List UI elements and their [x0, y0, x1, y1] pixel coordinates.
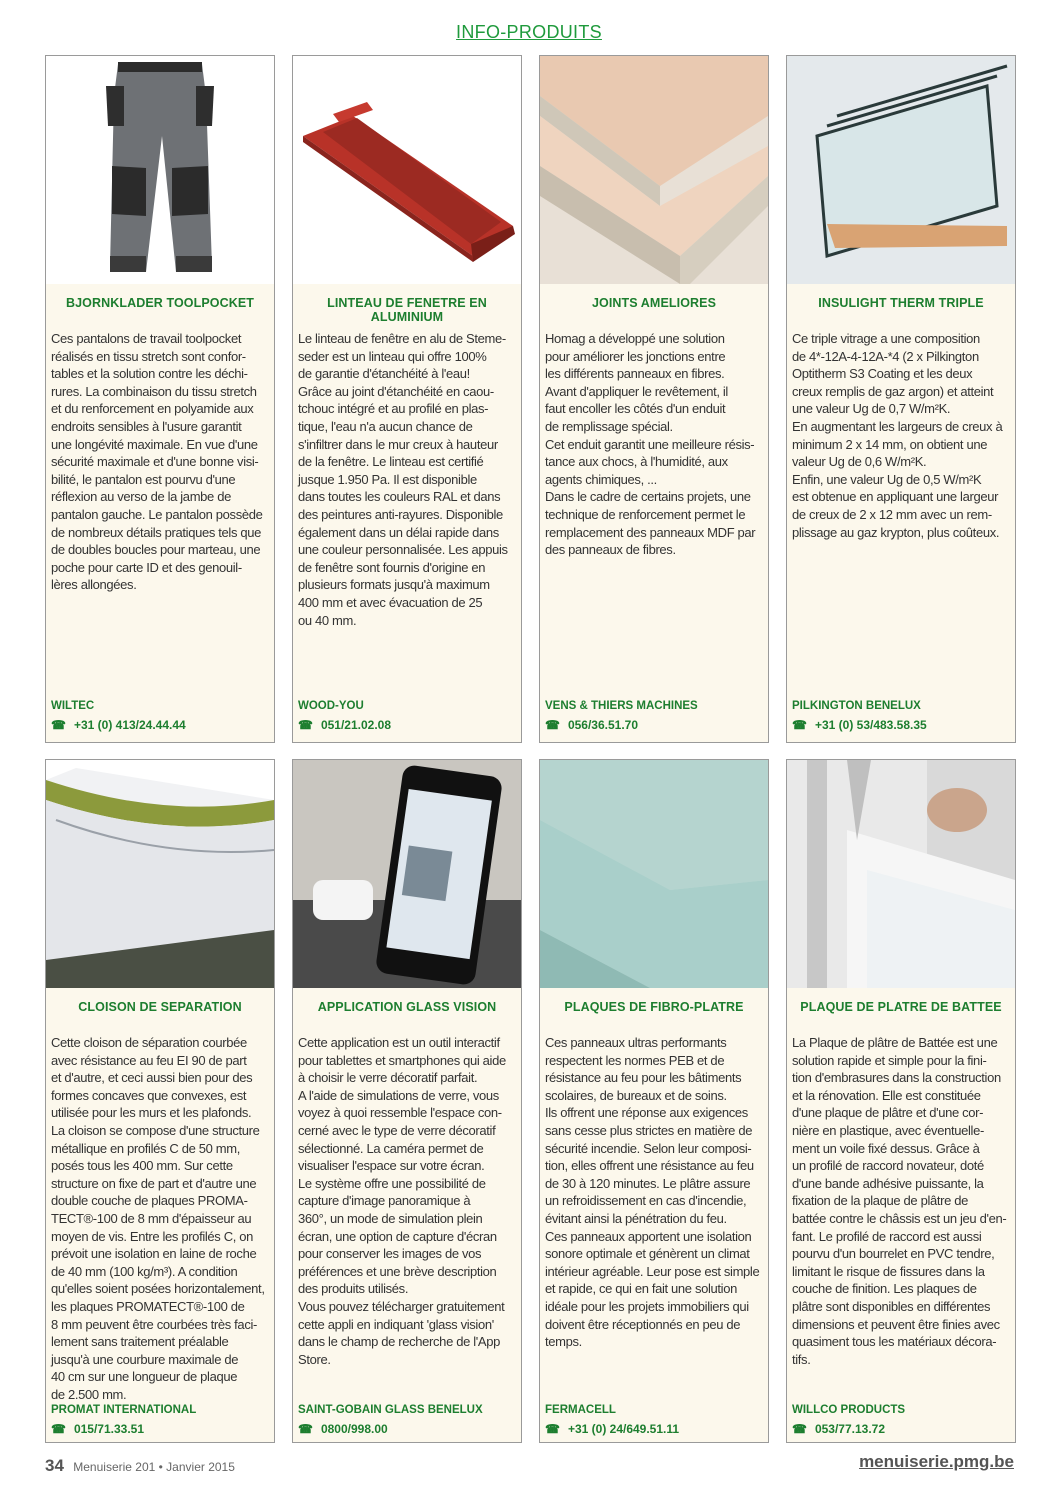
company-name: PILKINGTON BENELUX	[792, 700, 921, 712]
phone-value: +31 (0) 413/24.44.44	[73, 718, 186, 732]
phone-icon: ☎	[792, 718, 807, 732]
product-description: Ce triple vitrage a une composition de 4*-12A-4-12A-*4 (2 x Pilkington Optitherm S3 Coating et les deux creux remplis de gaz argon) et atteint une valeur Ug de 0,7 W/m²K. En augmentant les largeurs de creux à minimum 2 x 14 mm, on obtient une valeur Ug de 0,6 W/m²K. Enfin, une valeur Ug de 0,5 W/m²K est obtenue en appliquant une largeur de creux de 2 x 12 mm avec un rem- plissage au gaz krypton, plus coûteux.	[792, 331, 1003, 540]
product-card-glass-vision	[292, 759, 522, 1443]
product-card-bjornklader	[45, 55, 275, 743]
company-name: PROMAT INTERNATIONAL	[51, 1404, 197, 1416]
product-card-linteau	[292, 55, 522, 743]
phone-number	[792, 718, 927, 732]
product-card-joints	[539, 55, 769, 743]
phone-number	[545, 1422, 679, 1436]
product-title: CLOISON DE SEPARATION	[78, 1000, 242, 1014]
phone-value: 056/36.51.70	[567, 718, 639, 732]
product-description: Ces pantalons de travail toolpocket réalisés en tissu stretch sont confor- tables et la solution contre les déchi- rures. La combinaison du tissu stretch et du renforcement en polyamide aux endroits sensibles à l'usure garantit une longévité maximale. En vue d'une sécurité maximale et d'une bonne visi- bilité, le pantalon est pourvu d'une réflexion au verso de la jambe de pantalon gauche. Le pantalon possède de nombreux détails pratiques tels que de doubles boucles pour marteau, une poche pour carte ID et des genouil- lères allongées.	[51, 331, 263, 593]
product-title: BJORNKLADER TOOLPOCKET	[65, 296, 255, 310]
product-title: INSULIGHT THERM TRIPLE	[818, 296, 984, 310]
phone-number	[51, 1422, 144, 1436]
product-card-cloison	[45, 759, 275, 1443]
product-description: La Plaque de plâtre de Battée est une solution rapide et simple pour la fini- tion d'embrasures dans la construction et la rénovation. Elle est constituée d'une plaque de plâtre et d'une cor- nière en plastique, avec éventuelle- ment un voile fixé dessus. Grâce à un profilé de raccord novateur, doté d'une bande adhésive puissante, la fixation de la plaque de plâtre de battée contre le châssis est un jeu d'en- fant. Le profilé de raccord est aussi pourvu d'un bourrelet en PVC tendre, limitant le risque de fissures dans la couche de finition. Les plaques de plâtre sont disponibles en différentes dimensions et peuvent être finies avec quasiment tous les matériaux décora- tifs.	[792, 1035, 1007, 1367]
website-link[interactable]: menuiserie.pmg.be	[859, 1452, 1014, 1471]
phone-icon: ☎	[51, 718, 66, 732]
page-footer	[45, 1456, 235, 1476]
phone-value: 0800/998.00	[320, 1422, 388, 1436]
smartphone-app-image	[293, 760, 521, 988]
product-card-insulight	[786, 55, 1016, 743]
company-name: FERMACELL	[545, 1404, 616, 1416]
product-description: Cette cloison de séparation courbée avec résistance au feu EI 90 de part et d'autre, et ceci aussi bien pour des formes concaves que convexes, est utilisée pour les murs et les plafonds. La cloison se compose d'une structure métallique en profilés C de 50 mm, posés tous les 400 mm. Sur cette structure on fixe de part et d'autre une double couche de plaques PROMA- TECT®-100 de 8 mm d'épaisseur au moyen de vis. Entre les profilés C, on prévoit une isolation en laine de roche de 40 mm (100 kg/m³). A condition qu'elles soient posées horizontalement, les plaques PROMATECT®-100 de 8 mm peuvent être courbées très faci- lement sans traitement préalable jusqu'à une courbure maximale de 40 cm sur une longueur de plaque de 2.500 mm.	[51, 1035, 265, 1402]
phone-value: 053/77.13.72	[814, 1422, 886, 1436]
window-lintel-image	[293, 56, 521, 284]
phone-number	[298, 1422, 388, 1436]
company-name: VENS & THIERS MACHINES	[545, 700, 698, 712]
product-description: Cette application est un outil interactif pour tablettes et smartphones qui aide à choisir le verre décoratif parfait. A l'aide de simulations de verre, vous voyez à quoi ressemble l'espace con- cerné avec le type de verre décoratif sélectionné. La caméra permet de visualiser l'espace sur votre écran. Le système offre une possibilité de capture d'image panoramique à 360°, un mode de simulation plein écran, une option de capture d'écran pour conserver les images de vos préférences et une brève description des produits utilisés. Vous pouvez télécharger gratuitement cette appli en indiquant 'glass vision' dans le champ de recherche de l'App Store.	[298, 1035, 506, 1367]
company-name: WILLCO PRODUCTS	[792, 1404, 906, 1416]
phone-icon: ☎	[298, 1422, 313, 1436]
phone-icon: ☎	[51, 1422, 66, 1436]
phone-value: +31 (0) 53/483.58.35	[814, 718, 927, 732]
product-description: Le linteau de fenêtre en alu de Steme- seder est un linteau qui offre 100% de garantie d'étanchéité à l'eau! Grâce au joint d'étanchéité en caou- tchouc intégré et au profilé en plas- tique, l'eau n'a aucun chance de s'infiltrer dans le mur creux à hauteur de la fenêtre. Le linteau est certifié jusque 1.950 Pa. Il est disponible dans toutes les couleurs RAL et dans des peintures anti-rayures. Disponible également dans un délai rapide dans une couleur personnalisée. Les appuis de fenêtre sont fournis d'origine en plusieurs formats jusqu'à maximum 400 mm et avec évacuation de 25 ou 40 mm.	[298, 331, 508, 628]
page-number: 34	[45, 1456, 64, 1475]
product-title: JOINTS AMELIORES	[591, 296, 717, 310]
section-title: INFO-PRODUITS	[456, 22, 602, 42]
product-title: LINTEAU DE FENETRE EN ALUMINIUM	[327, 296, 487, 324]
product-title: PLAQUE DE PLATRE DE BATTEE	[800, 1000, 1002, 1014]
product-title: PLAQUES DE FIBRO-PLATRE	[564, 1000, 744, 1014]
company-name: WILTEC	[51, 700, 95, 712]
phone-number	[298, 718, 391, 732]
phone-icon: ☎	[545, 1422, 560, 1436]
phone-value: 051/21.02.08	[320, 718, 392, 732]
triple-glazing-image	[787, 56, 1015, 284]
product-card-battee	[786, 759, 1016, 1443]
phone-icon: ☎	[792, 1422, 807, 1436]
phone-icon: ☎	[545, 718, 560, 732]
panels-image	[540, 56, 768, 284]
product-title: APPLICATION GLASS VISION	[317, 1000, 497, 1014]
phone-icon: ☎	[298, 718, 313, 732]
fibre-plaster-board-image	[540, 760, 768, 988]
company-name: WOOD-YOU	[298, 700, 364, 712]
phone-number	[51, 718, 186, 732]
product-description: Ces panneaux ultras performants respectent les normes PEB et de résistance au feu pour les bâtiments scolaires, de bureaux et de soins. Ils offrent une réponse aux exigences sans cesse plus strictes en matière de sécurité incendie. Selon leur composi- tion, elles offrent une résistance au feu de 30 à 120 minutes. Le plâtre assure un refroidissement en cas d'incendie, évitant ainsi la pénétration du feu. Ces panneaux apportent une isolation sonore optimale et génèrent un climat intérieur agréable. Leur pose est simple et rapide, ce qui en fait une solution idéale pour les projets immobiliers qui doivent être réceptionnés en peu de temps.	[545, 1035, 760, 1350]
phone-value: 015/71.33.51	[73, 1422, 145, 1436]
company-name: SAINT-GOBAIN GLASS BENELUX	[298, 1404, 483, 1416]
issue-label: Menuiserie 201 • Janvier 2015	[73, 1460, 235, 1474]
curved-partition-image	[46, 760, 274, 988]
product-description: Homag a développé une solution pour améliorer les jonctions entre les différents panneaux en fibres. Avant d'appliquer le revêtement, il faut encoller les côtés d'un enduit de remplissage spécial. Cet enduit garantit une meilleure résis- tance aux chocs, à l'humidité, aux agents chimiques, ... Dans le cadre de certains projets, une technique de renforcement permet le remplacement des panneaux MDF par des panneaux de fibres.	[545, 331, 756, 558]
phone-number	[792, 1422, 885, 1436]
window-reveal-board-image	[787, 760, 1015, 988]
phone-number	[545, 718, 638, 732]
phone-value: +31 (0) 24/649.51.11	[567, 1422, 680, 1436]
product-card-fibro-platre	[539, 759, 769, 1443]
section-header	[0, 22, 1058, 43]
work-trousers-image	[46, 56, 274, 284]
